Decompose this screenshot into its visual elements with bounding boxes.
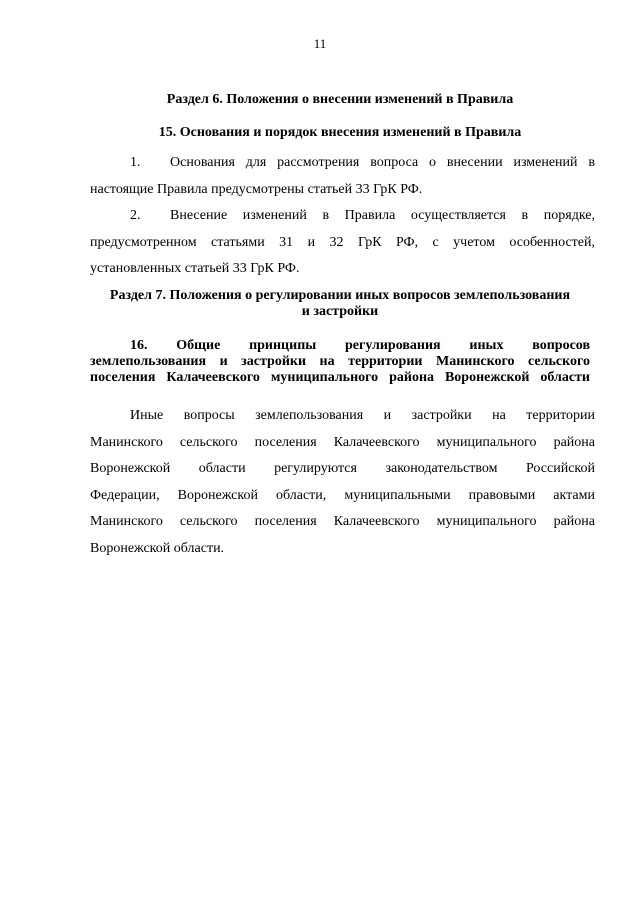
article-15-item-1 [90,150,595,203]
article-16-body [90,403,595,562]
body-line-1: Иные вопросы землепользования и застройки на территории [130,408,595,423]
section-7-title-line-2: и застройки [301,304,379,319]
page-number: 11 [313,36,327,51]
body-line-4: Федерации, Воронежской области, муниципальными правовыми актами [90,487,595,503]
item-1-number: 1. [130,155,141,170]
item-1-line-1 [90,150,595,177]
article-16-title-line-1: 16. Общие принципы регулирования иных вопросов [130,338,590,353]
section-7-title-line-1: Раздел 7. Положения о регулировании иных вопросов землепользования [109,288,571,303]
section-7-title [90,288,590,320]
item-2-line-1 [90,203,595,230]
body-line-5: Манинского сельского поселения Калачеевского муниципального района [90,514,595,529]
item-2-line-3: установленных статьей 33 ГрК РФ. [90,261,300,276]
article-15-item-2 [90,203,595,283]
item-2-line-2: предусмотренном статьями 31 и 32 ГрК РФ, с учетом особенностей, [90,234,595,250]
body-line-2: Манинского сельского поселения Калачеевского муниципального района [90,434,595,450]
item-1-text-1: Основания для рассмотрения вопроса о внесении изменений в [170,155,595,170]
article-16-title-line-2: землепользования и застройки на территории Манинского сельского [90,354,590,369]
item-1-line-2: настоящие Правила предусмотрены статьей 33 ГрК РФ. [90,181,423,197]
section-6-title: Раздел 6. Положения о внесении изменений в Правила [166,92,514,107]
article-15-title: 15. Основания и порядок внесения изменений в Правила [158,125,522,140]
item-2-text-1: Внесение изменений в Правила осуществляется в порядке, [170,208,595,223]
body-line-3: Воронежской области регулируются законодательством Российской [90,461,595,476]
article-16-title [90,338,590,386]
article-16-title-line-3: поселения Калачеевского муниципального района Воронежской области [90,370,590,385]
body-line-6: Воронежской области. [90,540,225,556]
item-2-number: 2. [130,208,141,223]
